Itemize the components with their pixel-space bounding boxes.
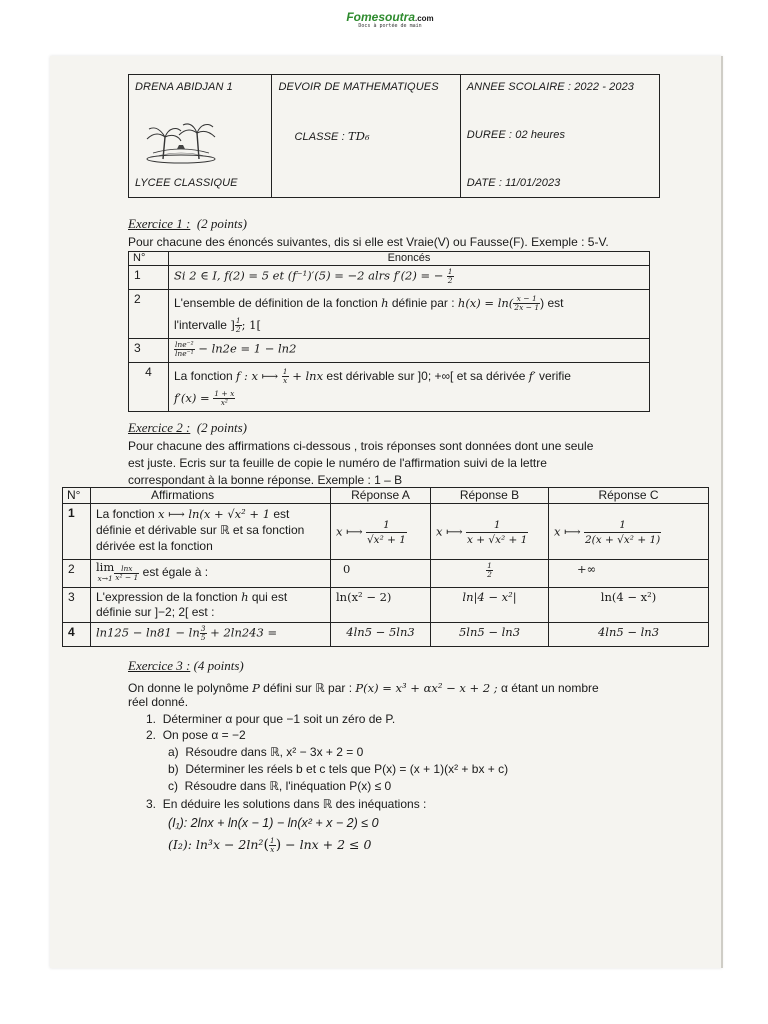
ex2-row-3-a: [331, 588, 431, 623]
header-exam-column: [272, 75, 460, 197]
ex3-item-2: [146, 727, 246, 744]
ex1-row-2-interval-den: 2: [235, 325, 241, 335]
ex2-row-1-aff-1: La fonction: [96, 507, 159, 521]
ex1-row-4-frac-den: x: [283, 376, 288, 386]
watermark-logo: [340, 10, 440, 24]
ex1-row-2-text-a: L'ensemble de définition de la fonction: [174, 296, 382, 310]
ex2-instruction-2: est juste. Ecris sur ta feuille de copie le numéro de l'affirmation suivi de la lettre: [128, 456, 547, 470]
ex1-row-1-frac: [447, 268, 454, 285]
ex2-row-2-frac-den: x² − 1: [115, 572, 139, 582]
ex2-row-3-a-value: ln(x² − 2): [336, 590, 392, 604]
ex3-points: (4 points): [193, 658, 244, 673]
ex2-row-1-aff-3: définie et dérivable sur ℝ et sa fonction: [96, 523, 305, 537]
ex2-row-1-a-map: x ⟼: [336, 524, 363, 539]
watermark-domain: .com: [415, 14, 434, 23]
ex3-item-2-num: 2.: [146, 728, 157, 742]
ex2-row-3-aff-2: qui est: [248, 590, 288, 604]
ex2-row-2-b-num: 1: [487, 561, 492, 570]
ex1-row-2-num: 2: [129, 290, 169, 339]
watermark-tagline: Docs à portée de main: [358, 23, 422, 29]
ex2-row-1-a-den: √x² + 1: [366, 534, 406, 546]
ex1-row-4-formula: f : x ⟼: [236, 369, 282, 383]
ex2-row-2-a: [331, 560, 431, 588]
ex2-row-1-aff-4: dérivée est la fonction: [96, 539, 213, 553]
ex2-row-1-num: 1: [63, 504, 91, 560]
ex2-row-2-c-value: +∞: [577, 562, 597, 576]
ex1-row-4-stmt: [169, 363, 650, 412]
ex3-heading: [128, 658, 244, 674]
ex3-item-2c: [168, 778, 391, 795]
ex1-heading: [128, 216, 247, 232]
ex1-row-4-text-d: f′: [528, 369, 536, 383]
ex2-heading: [128, 420, 247, 436]
ex3-item-2-text: On pose α = −2: [162, 728, 246, 742]
ex3-intro-line-1: [128, 680, 599, 697]
ex2-row-4-c: [549, 623, 709, 647]
ex3-intro-line-2: réel donné.: [128, 695, 189, 709]
class-value: TD₆: [347, 129, 370, 143]
ex3-ineq-2-b: − lnx + 2 ≤ 0: [281, 837, 372, 852]
ex2-points: (2 points): [196, 420, 248, 435]
ex2-instruction-1: Pour chacune des affirmations ci-dessous , trois réponses sont données dont une seule: [128, 439, 594, 453]
ex2-row-2-frac-num: lnx: [114, 565, 139, 574]
ex1-row-4: [129, 363, 650, 412]
ex2-row-4-aff-2: + 2ln243 =: [206, 625, 278, 640]
ex3-item-1-text: Déterminer α pour que −1 soit un zéro de P.: [162, 712, 396, 726]
school-region: DRENA ABIDJAN 1: [135, 81, 233, 93]
ex3-ineq-2-frac-den: x: [270, 845, 275, 855]
ex1-row-3-frac-den: lne⁻¹: [175, 349, 194, 358]
watermark: [340, 10, 440, 29]
ex3-item-2c-text: Résoudre dans ℝ, l'inéquation P(x) ≤ 0: [184, 779, 392, 793]
ex1-table: [128, 251, 650, 412]
ex1-row-1-frac-num: 1: [447, 267, 453, 276]
ex1-row-2-interval-frac: [235, 317, 242, 334]
header-info-column: [461, 75, 659, 197]
ex2-row-3-b: [431, 588, 549, 623]
ex2-col-b: Réponse B: [431, 488, 549, 504]
ex3-inequation-1: (I₁): 2lnx + ln(x − 1) − ln(x² + x − 2) ≤ 0: [168, 816, 379, 830]
ex2-row-1-c: [549, 504, 709, 560]
ex2-row-4-frac-den: 5: [200, 633, 206, 642]
ex1-col-num: N°: [129, 252, 169, 266]
ex3-intro-formula: P(x) = x³ + αx² − x + 2 ;: [355, 681, 498, 695]
exam-duration: DUREE : 02 heures: [466, 129, 566, 141]
ex2-instruction-3: correspondant à la bonne réponse. Exemple : 1 – B: [128, 473, 403, 487]
ex2-row-3-b-value: ln|4 − x²|: [462, 590, 517, 604]
school-year: ANNEE SCOLAIRE : 2022 - 2023: [466, 81, 635, 93]
ex3-item-3: [146, 796, 426, 813]
ex2-row-1-b-frac: [466, 518, 528, 547]
ex2-row-4-a-value: 4ln5 − 5ln3: [346, 625, 415, 639]
ex1-row-2-frac-num: x − 1: [513, 295, 540, 304]
ex2-row-2-b: [431, 560, 549, 588]
ex3-item-1-num: 1.: [146, 712, 157, 726]
ex1-instruction: Pour chacune des énoncés suivantes, dis si elle est Vraie(V) ou Fausse(F). Exemple : 5-V.: [128, 235, 609, 249]
class-label: CLASSE :: [294, 131, 348, 143]
ex3-item-2a-text: Résoudre dans ℝ, x² − 3x + 2 = 0: [185, 745, 364, 759]
header-box: [128, 74, 660, 198]
ex2-row-4-b-value: 5ln5 − ln3: [458, 625, 521, 639]
ex1-row-1: [129, 266, 650, 290]
ex2-col-c: Réponse C: [549, 488, 709, 504]
ex1-row-2-interval-end: ; 1[: [241, 318, 261, 332]
ex1-header-row: [129, 252, 650, 266]
ex2-row-4: [63, 623, 709, 647]
ex3-item-3-num: 3.: [146, 797, 157, 811]
ex3-item-1: [146, 711, 395, 728]
ex2-row-1-b: [431, 504, 549, 560]
ex1-row-4-frac: [282, 368, 289, 385]
ex2-row-1-c-map: x ⟼: [554, 524, 581, 539]
ex1-row-2: [129, 290, 650, 339]
ex2-row-1-aff-2: est: [270, 507, 290, 521]
ex1-row-3-stmt: [169, 339, 650, 363]
ex1-row-3-frac-num: lne⁻²: [175, 340, 194, 349]
ex2-row-3-c-value: ln(4 − x²): [600, 590, 657, 604]
ex1-row-4-deriv-frac: [213, 390, 235, 407]
watermark-logo-text: Fomesoutra: [346, 10, 415, 24]
ex2-row-4-aff: [91, 623, 331, 647]
class-line: [294, 129, 369, 143]
ex1-row-3-frac: [174, 341, 195, 358]
ex2-row-3-aff-3: définie sur ]−2; 2[ est :: [96, 605, 215, 619]
ex3-intro-1: On donne le polynôme: [128, 681, 253, 695]
ex2-row-1-b-num: 1: [466, 518, 528, 533]
ex2-row-3: [63, 588, 709, 623]
ex1-row-3-text: − ln2e = 1 − ln2: [194, 341, 297, 356]
ex2-row-2-aff: [91, 560, 331, 588]
ex1-row-2-text-b: h: [381, 296, 389, 310]
ex1-points: (2 points): [196, 216, 248, 231]
ex1-row-4-deriv-num: 1 + x: [214, 389, 235, 399]
ex1-row-4-num: 4: [129, 363, 169, 412]
ex1-row-1-text: Si 2 ∈ I, f(2) = 5 et (f⁻¹)′(5) = −2 alrs f′(2) = −: [174, 268, 444, 283]
ex2-row-2-num: 2: [63, 560, 91, 588]
ex1-row-4-text-c: est dérivable sur ]0; +∞[ et sa dérivée: [323, 369, 529, 383]
ex1-row-2-text-e: l'intervalle: [174, 318, 231, 332]
exam-title: DEVOIR DE MATHEMATIQUES: [278, 81, 439, 93]
ex1-row-4-text-b: + lnx: [288, 369, 324, 383]
ex2-row-4-frac-num: 3: [200, 624, 206, 633]
ex2-row-2: [63, 560, 709, 588]
ex3-intro-3: α étant un nombre: [497, 681, 599, 695]
ex2-row-1-c-num: 1: [584, 518, 661, 533]
ex2-row-3-num: 3: [63, 588, 91, 623]
ex2-row-4-num: 4: [63, 623, 91, 647]
ex2-row-1-aff-formula: x ⟼ ln(x + √x² + 1: [158, 507, 271, 521]
ex2-col-aff: Affirmations: [91, 488, 331, 504]
ex1-row-4-frac-num: 1: [282, 367, 288, 377]
ex2-row-2-b-frac: [486, 562, 493, 579]
ex3-item-2b-text: Déterminer les réels b et c tels que P(x) = (x + 1)(x² + bx + c): [185, 762, 509, 776]
ex2-row-3-aff-1: L'expression de la fonction: [96, 590, 242, 604]
ex1-row-2-stmt: L'ensemble de définition de la fonction h définie par : h(x) = ln( $\frac{x - 1}{2x - 1}$ ) est l'intervalle ] $\frac{1}{2}$ ; 1[: [169, 290, 650, 339]
ex2-row-1: [63, 504, 709, 560]
ex3-title: Exercice 3 :: [128, 658, 191, 673]
ex3-item-2a-num: a): [168, 745, 179, 759]
ex2-title: Exercice 2 :: [128, 420, 191, 435]
ex1-row-2-frac: [513, 295, 540, 312]
exam-date: DATE : 11/01/2023: [466, 177, 561, 189]
ex2-row-1-b-den: x + √x² + 1: [466, 534, 528, 546]
ex2-row-1-c-frac: [584, 518, 661, 547]
ex2-row-4-b: [431, 623, 549, 647]
ex1-row-2-text-c: définie par :: [388, 296, 458, 310]
ex3-item-2b-num: b): [168, 762, 179, 776]
ex3-item-2c-num: c): [168, 779, 178, 793]
ex2-row-1-aff: [91, 504, 331, 560]
ex2-row-2-b-den: 2: [487, 570, 492, 579]
ex2-row-2-lim: [96, 562, 114, 584]
ex1-row-3-num: 3: [129, 339, 169, 363]
ex3-intro-p: P: [252, 681, 260, 695]
ex3-inequation-2: (I₂): ln³x − 2ln²( $\frac{1}{x}$ ) − lnx + 2 ≤ 0: [168, 836, 372, 855]
ex2-row-4-aff-1: ln125 − ln81 − ln: [96, 625, 200, 640]
ex2-row-2-frac: [114, 565, 139, 582]
ex3-item-2b: [168, 761, 508, 778]
ex2-row-4-frac: [200, 625, 207, 642]
ex2-row-3-aff: [91, 588, 331, 623]
ex2-row-4-c-value: 4ln5 − ln3: [597, 625, 660, 639]
ex2-row-2-aff-2: est égale à :: [139, 565, 209, 580]
ex1-row-4-text-a: La fonction: [174, 369, 237, 383]
ex2-row-1-a-num: 1: [366, 518, 407, 533]
ex2-row-1-a-frac: [366, 518, 407, 547]
ex2-row-3-aff-h: h: [241, 590, 249, 604]
ex3-item-3-text: En déduire les solutions dans ℝ des inéquations :: [162, 797, 427, 811]
ex2-row-2-a-value: 0: [343, 562, 351, 576]
ex3-ineq-2-frac: [269, 837, 276, 854]
ex1-row-4-deriv: f′(x) =: [174, 391, 214, 405]
school-name: LYCEE CLASSIQUE: [135, 177, 238, 189]
ex1-row-1-stmt: [169, 266, 650, 290]
ex1-row-2-frac-den: 2x − 1: [514, 303, 540, 313]
ex1-row-1-num: 1: [129, 266, 169, 290]
ex2-row-2-lim-sub: x→1: [97, 574, 113, 583]
ex2-row-2-lim-word: lim: [96, 560, 115, 574]
ex2-row-1-b-map: x ⟼: [436, 524, 463, 539]
ex2-row-2-c: [549, 560, 709, 588]
ex1-row-4-deriv-den: x²: [220, 398, 228, 408]
ex2-row-4-a: [331, 623, 431, 647]
ex2-row-3-c: [549, 588, 709, 623]
ex2-col-a: Réponse A: [331, 488, 431, 504]
ex2-row-1-a: [331, 504, 431, 560]
ex1-row-2-interval-num: 1: [235, 316, 241, 326]
ex2-col-num: N°: [63, 488, 91, 504]
ex3-ineq-2-a: (I₂): ln³x − 2ln²: [168, 837, 264, 852]
ex3-ineq-2-frac-num: 1: [269, 836, 275, 846]
ex1-row-3: [129, 339, 650, 363]
ex2-header-row: [63, 488, 709, 504]
header-school-column: [129, 75, 272, 197]
ex3-intro-2: défini sur ℝ par :: [259, 681, 356, 695]
paper-edge: [721, 56, 723, 968]
ex2-table: [62, 487, 709, 647]
ex1-row-2-text-d: ) est: [540, 296, 564, 310]
ex2-row-1-c-den: 2(x + √x² + 1): [584, 534, 661, 546]
ex1-title: Exercice 1 :: [128, 216, 191, 231]
ex1-row-2-formula: h(x) = ln(: [457, 296, 514, 310]
ex3-item-2a: [168, 744, 363, 761]
ex1-row-1-frac-den: 2: [447, 276, 453, 285]
school-emblem-icon: [143, 119, 219, 165]
ex1-col-stmt: Enoncés: [169, 252, 650, 266]
ex1-row-4-text-e: verifie: [535, 369, 571, 383]
